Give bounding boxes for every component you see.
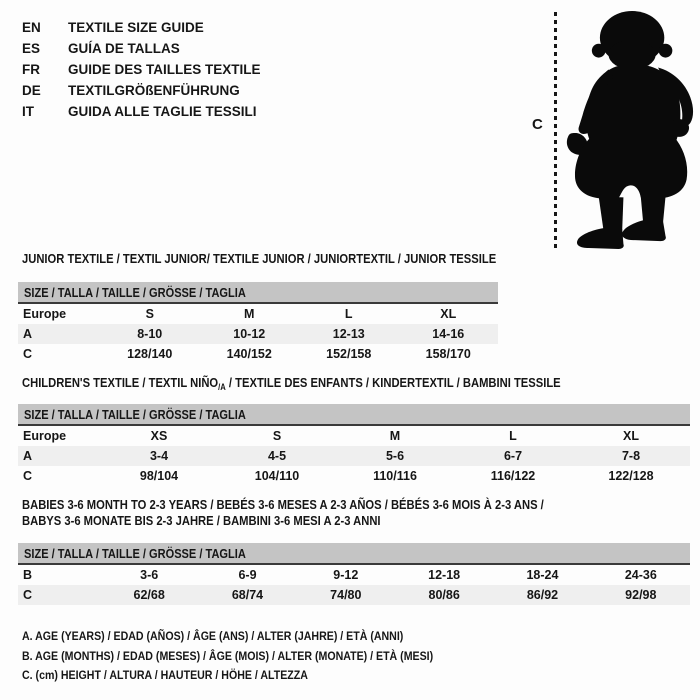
language-row-it bbox=[22, 101, 261, 122]
size-cell: 3-4 bbox=[149, 449, 169, 463]
row-label: B bbox=[23, 568, 33, 582]
size-cell: 6-7 bbox=[503, 449, 523, 463]
size-cell: 10-12 bbox=[233, 327, 266, 341]
size-cell: S bbox=[145, 307, 154, 321]
section-title bbox=[18, 375, 690, 391]
size-cell: 128/140 bbox=[127, 347, 173, 361]
size-cell: 92/98 bbox=[625, 588, 657, 602]
size-cell: 24-36 bbox=[624, 568, 657, 582]
size-cell: 104/110 bbox=[254, 469, 300, 483]
language-label: TEXTILE SIZE GUIDE bbox=[68, 20, 204, 35]
language-code: FR bbox=[22, 62, 40, 77]
footnote-text: B. AGE (MONTHS) / EDAD (MESES) / ÂGE (MOIS) / ALTER (MONATE) / ETÀ (MESI) bbox=[22, 648, 434, 663]
footnote-b bbox=[22, 647, 495, 667]
language-code: EN bbox=[22, 20, 41, 35]
toddler-silhouette-icon bbox=[564, 8, 694, 250]
row-label: A bbox=[23, 449, 33, 463]
section-title bbox=[18, 251, 580, 267]
size-cell: 6-9 bbox=[238, 568, 257, 582]
table-row-europe bbox=[18, 426, 690, 446]
childrens-size-table bbox=[18, 404, 690, 486]
size-cell: 140/152 bbox=[226, 347, 272, 361]
row-label: C bbox=[23, 347, 33, 361]
language-code: ES bbox=[22, 41, 41, 56]
section-title-pre: CHILDREN'S TEXTILE / TEXTIL NIÑO bbox=[22, 375, 219, 390]
table-row-europe bbox=[18, 304, 498, 324]
table-header bbox=[18, 404, 690, 426]
size-cell: 80/86 bbox=[428, 588, 460, 602]
size-cell: 14-16 bbox=[432, 327, 465, 341]
size-cell: XL bbox=[440, 307, 457, 321]
size-cell: 86/92 bbox=[526, 588, 559, 602]
row-label: C bbox=[23, 469, 33, 483]
language-code: DE bbox=[22, 83, 41, 98]
footnote-text: A. AGE (YEARS) / EDAD (AÑOS) / ÂGE (ANS) / ALTER (JAHRE) / ETÀ (ANNI) bbox=[22, 629, 404, 643]
language-label: TEXTILGRÖßENFÜHRUNG bbox=[68, 83, 240, 98]
row-label: Europe bbox=[23, 429, 67, 443]
size-cell: XL bbox=[623, 429, 639, 443]
language-list bbox=[22, 17, 261, 122]
size-cell: 158/170 bbox=[425, 347, 471, 361]
footnote-c bbox=[22, 666, 495, 686]
table-header-text: SIZE / TALLA / TAILLE / GRÖSSE / TAGLIA bbox=[24, 284, 246, 300]
size-cell: L bbox=[509, 429, 517, 443]
table-row-height bbox=[18, 466, 690, 486]
section-title-post: / TEXTILE DES ENFANTS / KINDERTEXTIL / BAMBINI TESSILE bbox=[225, 375, 561, 390]
size-cell: 62/68 bbox=[133, 588, 165, 602]
size-cell: L bbox=[344, 307, 353, 321]
section-babies-textile bbox=[18, 497, 690, 605]
footnote-a bbox=[22, 627, 495, 647]
toddler-figure bbox=[528, 6, 698, 254]
language-code: IT bbox=[22, 104, 34, 119]
size-cell: 8-10 bbox=[137, 327, 163, 341]
babies-size-table bbox=[18, 543, 690, 605]
section-title-text: BABYS 3-6 MONATE BIS 2-3 JAHRE / BAMBINI 3-6 MESI A 2-3 ANNI bbox=[22, 513, 381, 528]
row-label: Europe bbox=[23, 307, 67, 321]
size-cell: 68/74 bbox=[231, 588, 264, 602]
size-cell: XS bbox=[150, 429, 168, 443]
table-row-age-months bbox=[18, 565, 690, 585]
section-childrens-textile bbox=[18, 375, 690, 486]
language-row-es bbox=[22, 38, 261, 59]
size-cell: 74/80 bbox=[330, 588, 362, 602]
table-row-height bbox=[18, 344, 498, 364]
table-header bbox=[18, 543, 690, 565]
table-header-text: SIZE / TALLA / TAILLE / GRÖSSE / TAGLIA bbox=[24, 545, 246, 561]
section-title-line1 bbox=[18, 497, 690, 513]
table-row-age bbox=[18, 446, 690, 466]
size-cell: 98/104 bbox=[139, 469, 179, 483]
size-cell: M bbox=[244, 307, 255, 321]
row-label: C bbox=[23, 588, 33, 602]
junior-size-table bbox=[18, 282, 498, 364]
language-row-de bbox=[22, 80, 261, 101]
language-row-fr bbox=[22, 59, 261, 80]
section-junior-textile bbox=[18, 251, 580, 364]
size-cell: 12-13 bbox=[332, 327, 365, 341]
size-cell: 4-5 bbox=[267, 449, 287, 463]
size-cell: 7-8 bbox=[621, 449, 641, 463]
table-header-text: SIZE / TALLA / TAILLE / GRÖSSE / TAGLIA bbox=[24, 406, 246, 422]
language-label: GUIDE DES TAILLES TEXTILE bbox=[68, 62, 261, 77]
size-cell: 116/122 bbox=[490, 469, 536, 483]
table-row-age bbox=[18, 324, 498, 344]
table-row-height bbox=[18, 585, 690, 605]
size-cell: M bbox=[389, 429, 401, 443]
section-title-text: BABIES 3-6 MONTH TO 2-3 YEARS / BEBÉS 3-6 MESES A 2-3 AÑOS / BÉBÉS 3-6 MOIS À 2-3 ANS / bbox=[22, 497, 544, 512]
table-header bbox=[18, 282, 498, 304]
section-title-sub: /A bbox=[218, 382, 226, 392]
footnotes bbox=[22, 627, 495, 686]
footnote-text: C. (cm) HEIGHT / ALTURA / HAUTEUR / HÖHE / ALTEZZA bbox=[22, 668, 308, 682]
size-cell: 152/158 bbox=[326, 347, 372, 361]
section-title-line2 bbox=[18, 513, 690, 529]
size-cell: 122/128 bbox=[608, 469, 654, 483]
language-label: GUÍA DE TALLAS bbox=[68, 41, 180, 56]
height-measure-label: C bbox=[532, 116, 543, 133]
size-cell: 5-6 bbox=[385, 449, 405, 463]
size-cell: 9-12 bbox=[333, 568, 359, 582]
height-measure-line bbox=[554, 12, 557, 250]
section-title-text bbox=[22, 375, 561, 395]
language-label: GUIDA ALLE TAGLIE TESSILI bbox=[68, 104, 257, 119]
size-cell: 12-18 bbox=[428, 568, 461, 582]
section-title-text: JUNIOR TEXTILE / TEXTIL JUNIOR/ TEXTILE JUNIOR / JUNIORTEXTIL / JUNIOR TESSILE bbox=[22, 251, 497, 266]
size-cell: 18-24 bbox=[526, 568, 559, 582]
size-cell: S bbox=[272, 429, 282, 443]
size-cell: 110/116 bbox=[373, 469, 417, 483]
size-cell: 3-6 bbox=[140, 568, 159, 582]
language-row-en bbox=[22, 17, 261, 38]
row-label: A bbox=[23, 327, 33, 341]
